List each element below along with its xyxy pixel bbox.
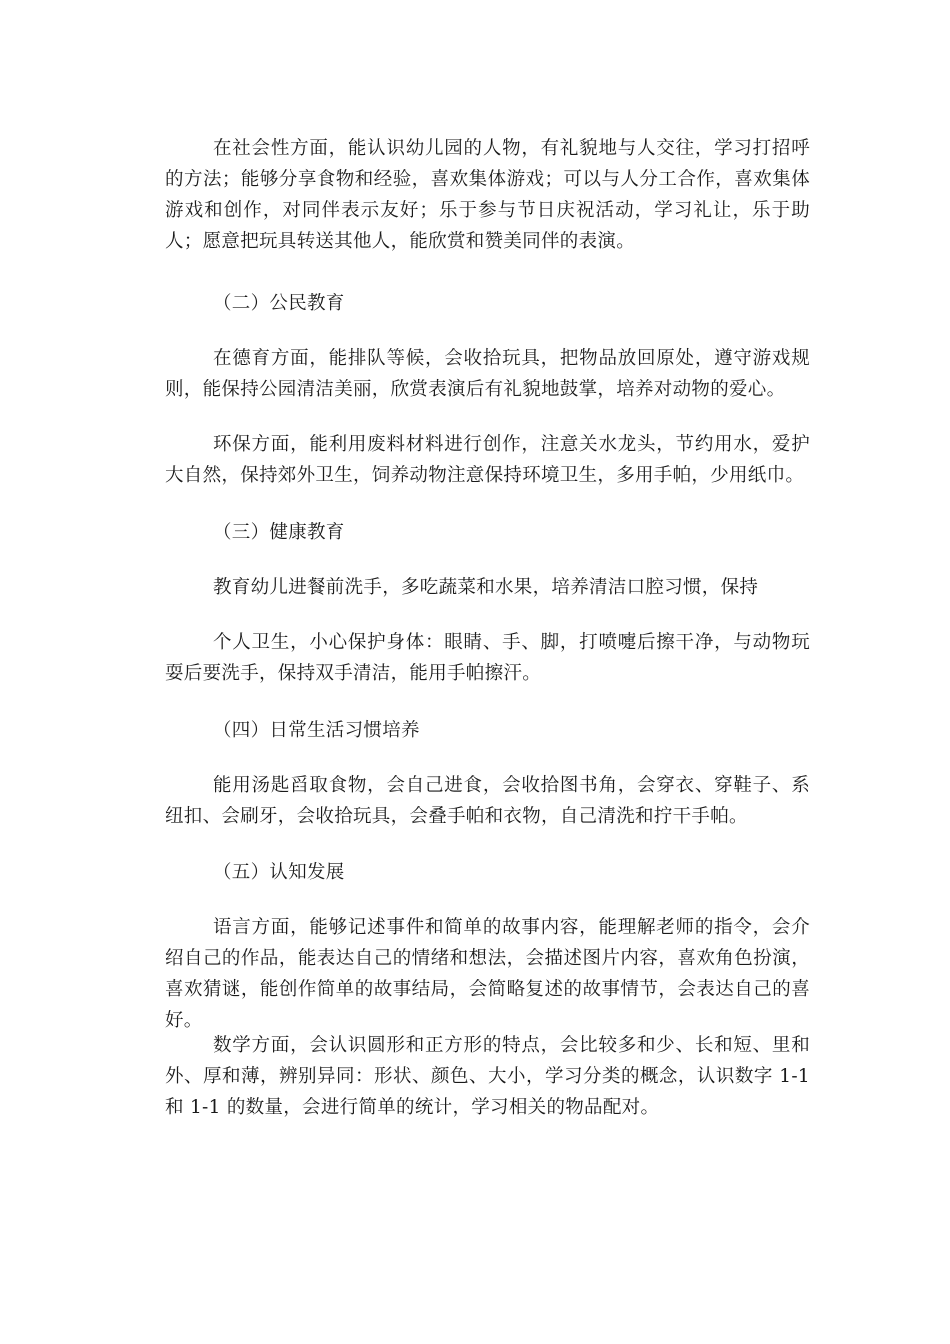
heading-cognitive-development: （五）认知发展 <box>213 862 345 883</box>
paragraph-math: 数学方面，会认识圆形和正方形的特点，会比较多和少、长和短、里和外、厚和薄，辨别异同：形状、颜色、大小，学习分类的概念，认识数字 1-1 和 1-1 的数量，会进行简单的统计，学习相关的物品配对。 <box>165 1035 810 1118</box>
paragraph-social: 在社会性方面，能认识幼儿园的人物，有礼貌地与人交往，学习打招呼的方法；能够分享食物和经验，喜欢集体游戏；可以与人分工合作，喜欢集体游戏和创作，对同伴表示友好；乐于参与节日庆祝活动，学习礼让，乐于助人；愿意把玩具转送其他人，能欣赏和赞美同伴的表演。 <box>165 138 810 252</box>
paragraph-language: 语言方面，能够记述事件和简单的故事内容，能理解老师的指令，会介绍自己的作品，能表达自己的情绪和想法，会描述图片内容，喜欢角色扮演，喜欢猜谜，能创作简单的故事结局，会简略复述的故事情节，会表达自己的喜好。 <box>165 917 810 1031</box>
paragraph-environment: 环保方面，能利用废料材料进行创作，注意关水龙头，节约用水，爱护大自然，保持郊外卫生，饲养动物注意保持环境卫生，多用手帕，少用纸巾。 <box>165 434 810 486</box>
heading-daily-habits: （四）日常生活习惯培养 <box>213 720 420 741</box>
paragraph-health-a: 教育幼儿进餐前洗手，多吃蔬菜和水果，培养清洁口腔习惯，保持 <box>213 577 759 598</box>
paragraph-health-b: 个人卫生，小心保护身体：眼睛、手、脚，打喷嚏后擦干净，与动物玩耍后要洗手，保持双手清洁，能用手帕擦汗。 <box>165 632 810 684</box>
heading-civic-education: （二）公民教育 <box>213 293 345 314</box>
paragraph-habits: 能用汤匙舀取食物，会自己进食，会收拾图书角，会穿衣、穿鞋子、系纽扣、会刷牙，会收拾玩具，会叠手帕和衣物，自己清洗和拧干手帕。 <box>165 775 810 827</box>
heading-health-education: （三）健康教育 <box>213 522 345 543</box>
paragraph-moral: 在德育方面，能排队等候，会收拾玩具，把物品放回原处，遵守游戏规则，能保持公园清洁美丽，欣赏表演后有礼貌地鼓掌，培养对动物的爱心。 <box>165 348 810 400</box>
